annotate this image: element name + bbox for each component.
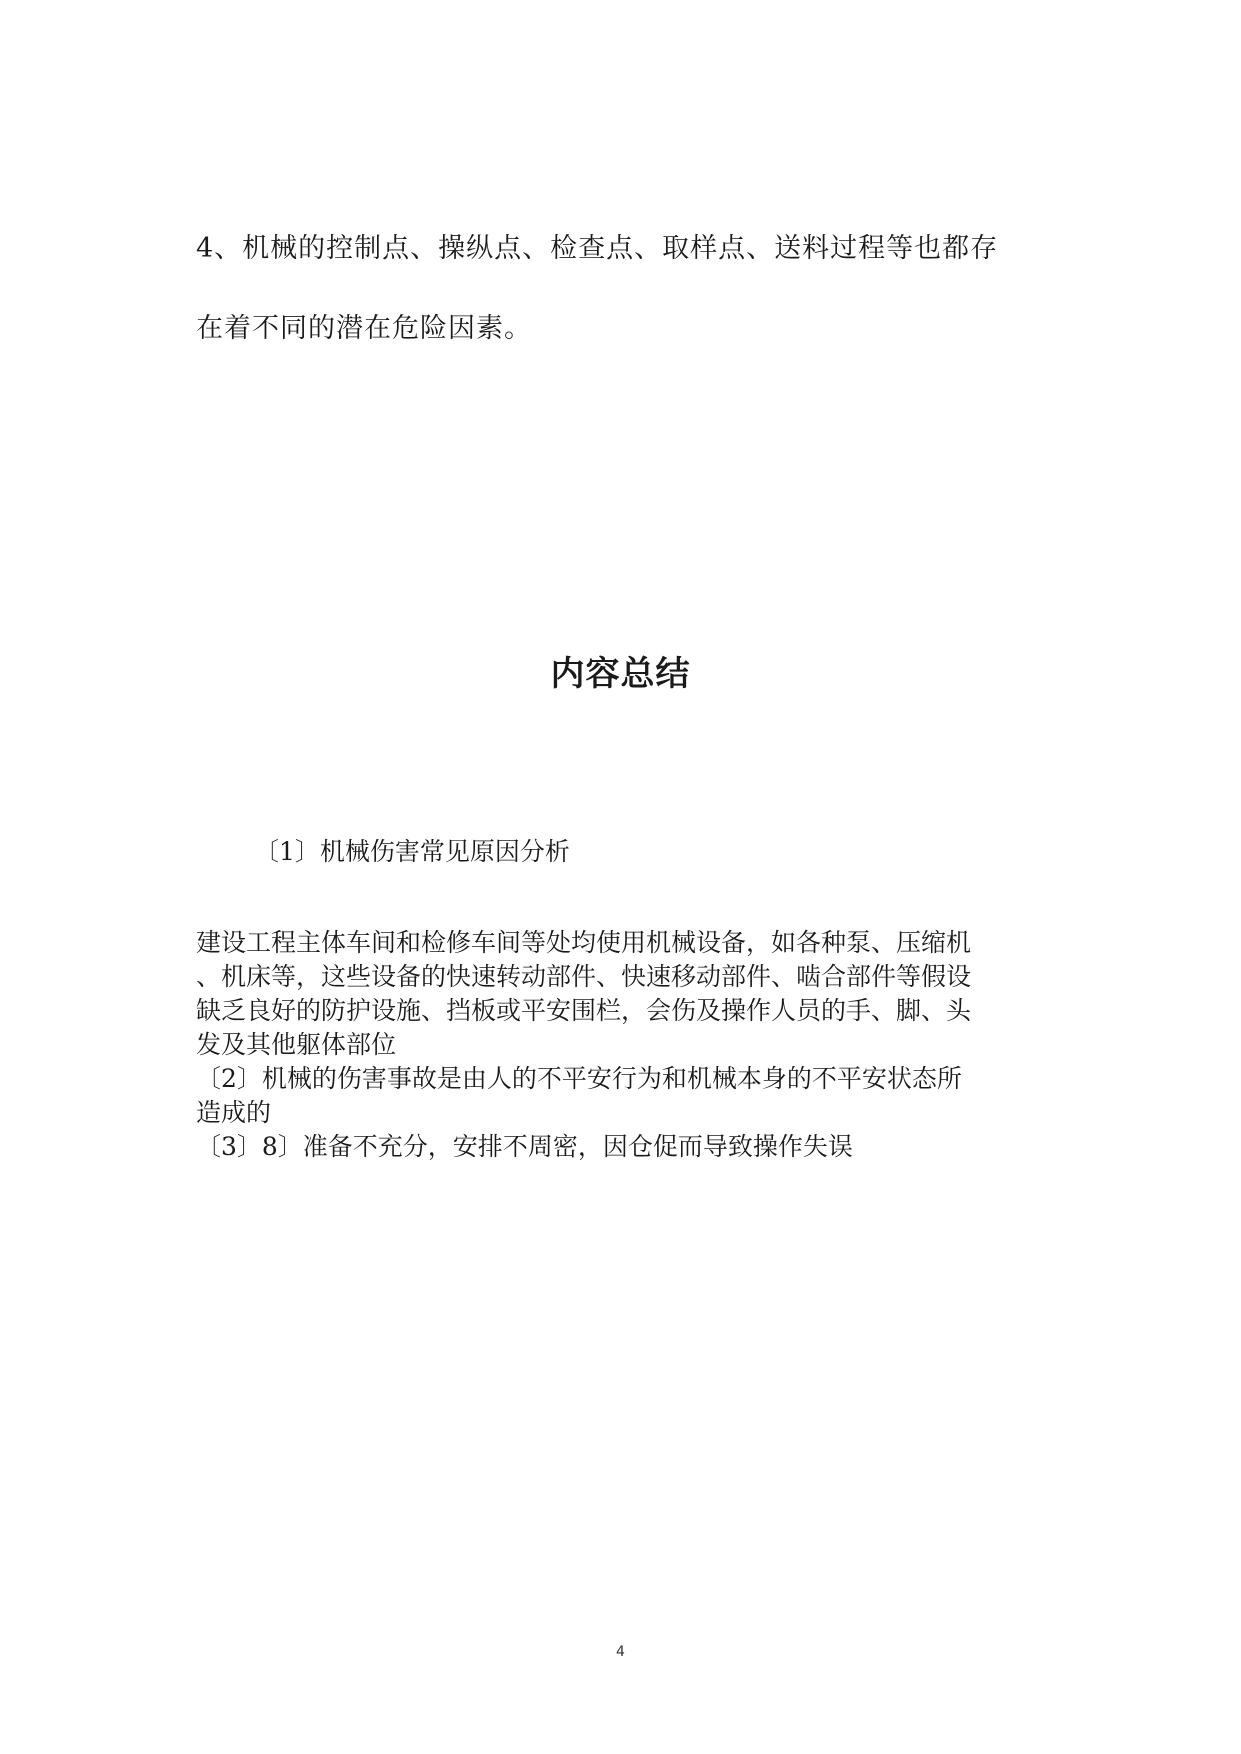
summary-line: 发及其他躯体部位 xyxy=(196,1030,397,1059)
summary-paragraph xyxy=(196,926,1056,1164)
section-heading: 内容总结 xyxy=(550,654,691,694)
summary-line: 造成的 xyxy=(196,1098,272,1127)
intro-text-line: 4、机械的控制点、操纵点、检查点、取样点、送料过程等也都存 xyxy=(196,233,999,264)
intro-text-line: 在着不同的潜在危险因素。 xyxy=(196,313,532,344)
summary-line: 〔3〕8〕准备不充分，安排不周密，因仓促而导致操作失误 xyxy=(196,1132,853,1161)
summary-line: 建设工程主体车间和检修车间等处均使用机械设备，如各种泵、压缩机 xyxy=(196,928,972,957)
summary-line: 缺乏良好的防护设施、挡板或平安围栏，会伤及操作人员的手、脚、头 xyxy=(196,996,972,1025)
summary-line: 、机床等，这些设备的快速转动部件、快速移动部件、啮合部件等假设 xyxy=(196,962,972,991)
summary-line: 〔2〕机械的伤害事故是由人的不平安行为和机械本身的不平安状态所 xyxy=(196,1064,962,1093)
page-number: 4 xyxy=(616,1644,625,1660)
subpoint-title: 〔1〕机械伤害常见原因分析 xyxy=(254,837,570,866)
